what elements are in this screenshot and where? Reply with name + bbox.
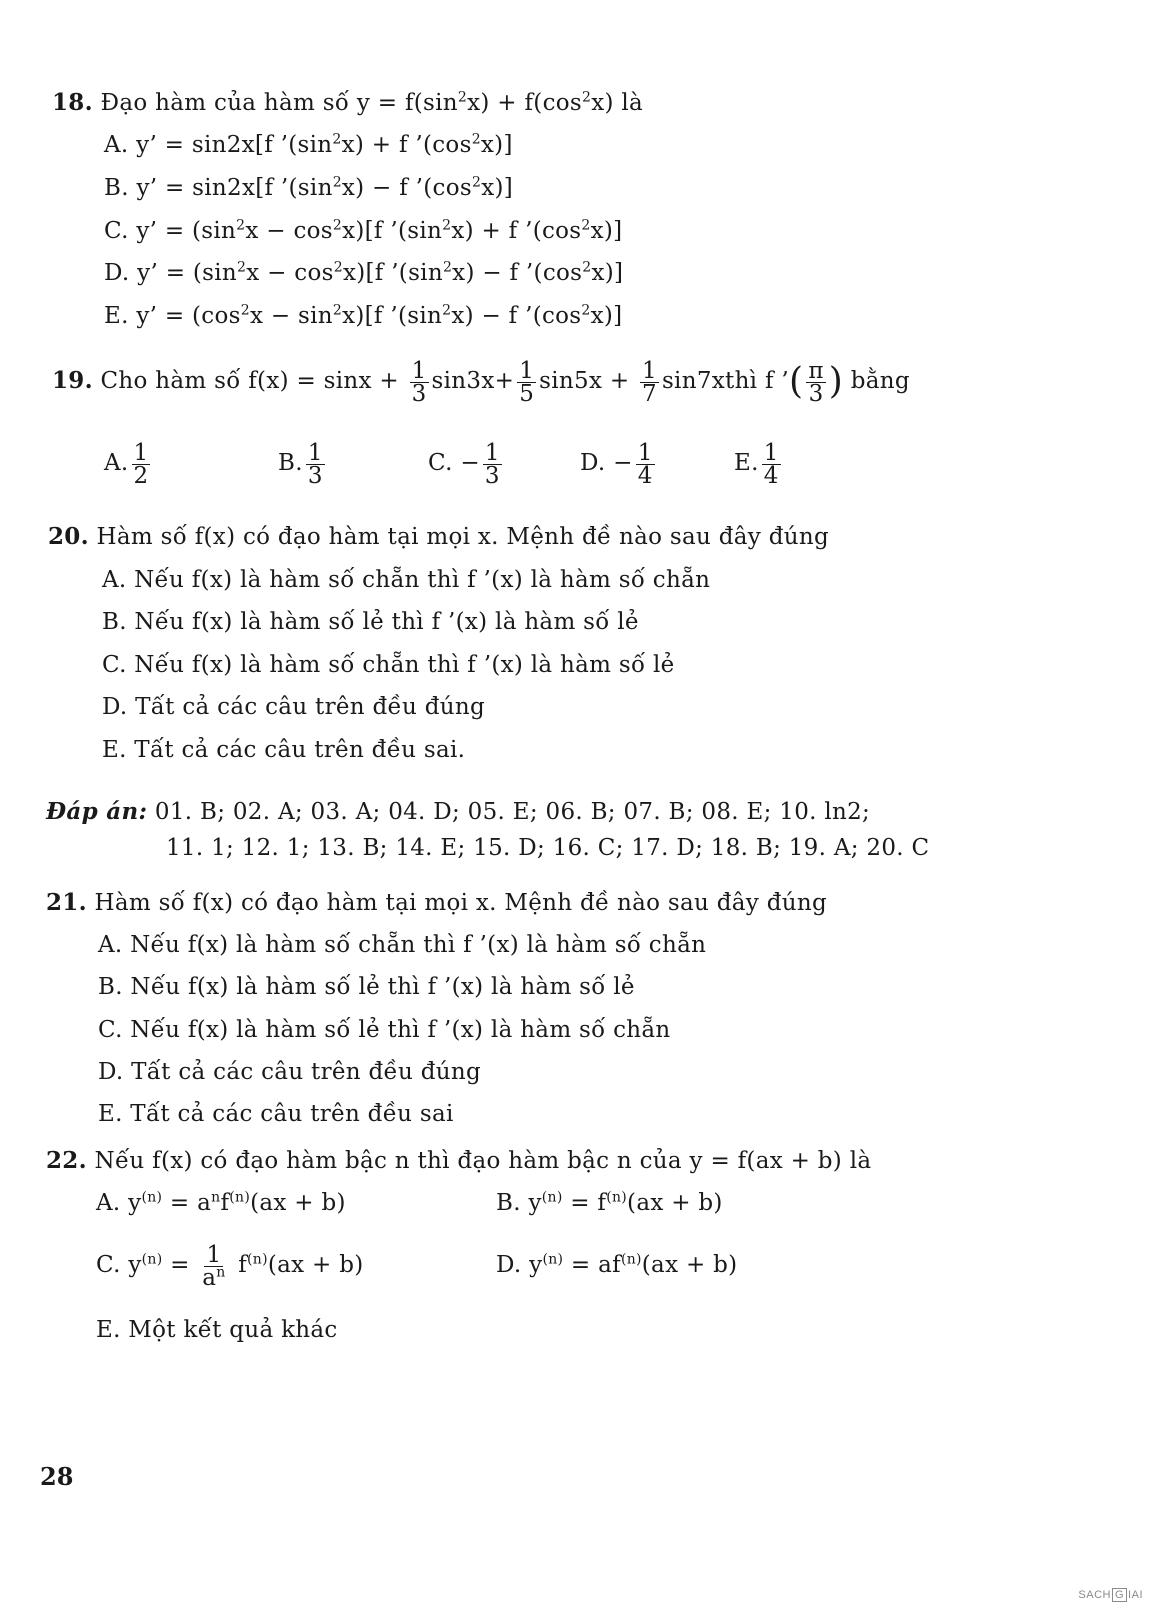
q20-option-c: C. Nếu f(x) là hàm số chẵn thì f ’(x) là hàm số lẻ bbox=[102, 652, 675, 678]
q21-option-e: E. Tất cả các câu trên đều sai bbox=[98, 1101, 454, 1127]
fraction: $\frac{1}{5}$ bbox=[519, 357, 535, 407]
q20-stem: 20. Hàm số f(x) có đạo hàm tại mọi x. Mệnh đề nào sau đây đúng bbox=[48, 523, 829, 550]
q22-option-c: C. $y^{(n)}$ = $\frac{1}{a^n}$ $f^{(n)}(ax + b)$ bbox=[96, 1241, 364, 1291]
q22-option-e: E. Một kết quả khác bbox=[96, 1317, 338, 1343]
site-logo: SACH G IAI bbox=[1078, 1589, 1143, 1601]
fraction: $\frac{1}{a^n}$ bbox=[202, 1241, 226, 1291]
q20-option-b: B. Nếu f(x) là hàm số lẻ thì f ’(x) là hàm số lẻ bbox=[102, 609, 639, 635]
q21-number: 21. bbox=[46, 889, 87, 916]
q22-stem: 22. Nếu f(x) có đạo hàm bậc n thì đạo hàm bậc n của y = f(ax + b) là bbox=[46, 1147, 872, 1174]
q19-option-b: B. $\frac{1}{3}$ bbox=[278, 439, 323, 489]
answer-key-line-2: 11. 1; 12. 1; 13. B; 14. E; 15. D; 16. C; 17. D; 18. B; 19. A; 20. C bbox=[166, 835, 930, 861]
q20-number: 20. bbox=[48, 523, 89, 550]
q20-option-a: A. Nếu f(x) là hàm số chẵn thì f ’(x) là hàm số chẵn bbox=[102, 567, 711, 593]
page-number: 28 bbox=[40, 1462, 74, 1491]
q19-option-c: C. − $\frac{1}{3}$ bbox=[428, 439, 500, 489]
q18-option-c: C. y’ = $(\sin^2x - \cos^2x)[f$ $’(\sin^2x) + f$ $’(\cos^2x)$] bbox=[104, 217, 623, 244]
q19-option-a: A. $\frac{1}{2}$ bbox=[104, 439, 149, 489]
q20-option-d: D. Tất cả các câu trên đều đúng bbox=[102, 694, 485, 720]
q20-option-e: E. Tất cả các câu trên đều sai. bbox=[102, 737, 466, 763]
q18-option-b: B. y’ = sin2x[f $’(\sin^2x) - f$ $’(\cos^2x)$] bbox=[104, 174, 514, 201]
q18-number: 18. bbox=[52, 89, 93, 116]
q19-stem: 19. Cho hàm số f(x) = sinx + $\frac{1}{3}$ sin3x+ $\frac{1}{5}$ sin5x + $\frac{1}{7}$ sin7xthì f ’( $\frac{\pi}{3}$ ) bằng bbox=[52, 357, 910, 407]
answer-key-label: Đáp án: bbox=[46, 798, 148, 825]
q21-option-d: D. Tất cả các câu trên đều đúng bbox=[98, 1059, 481, 1085]
q19-number: 19. bbox=[52, 367, 93, 394]
q21-option-c: C. Nếu f(x) là hàm số lẻ thì f ’(x) là hàm số chẵn bbox=[98, 1017, 671, 1043]
fraction: $\frac{1}{7}$ bbox=[642, 357, 657, 407]
q22-option-a: A. $y^{(n)} = a^nf^{(n)}(ax + b)$ bbox=[96, 1189, 346, 1216]
fraction: $\frac{1}{3}$ bbox=[411, 357, 427, 407]
q21-stem: 21. Hàm số f(x) có đạo hàm tại mọi x. Mệnh đề nào sau đây đúng bbox=[46, 889, 827, 916]
q18-stem: 18. Đạo hàm của hàm số $y = f(\sin^2x) + f(\cos^2x)$ là bbox=[52, 89, 644, 116]
q21-option-a: A. Nếu f(x) là hàm số chẵn thì f ’(x) là hàm số chẵn bbox=[98, 932, 707, 958]
q19-option-d: D. − $\frac{1}{4}$ bbox=[580, 439, 653, 489]
q21-option-b: B. Nếu f(x) là hàm số lẻ thì f ’(x) là hàm số lẻ bbox=[98, 974, 635, 1000]
q18-option-e: E. y’ = $(\cos^2x - \sin^2x)[f$ $’(\sin^2x) - f$ $’(\cos^2x)$] bbox=[104, 302, 623, 329]
answer-key-line-1: Đáp án: 01. B; 02. A; 03. A; 04. D; 05. E; 06. B; 07. B; 08. E; 10. ln2; bbox=[46, 798, 871, 825]
fraction: $\frac{\pi}{3}$ bbox=[808, 357, 824, 407]
q22-number: 22. bbox=[46, 1147, 87, 1174]
q22-option-d: D. $y^{(n)} = af^{(n)}(ax + b)$ bbox=[496, 1251, 738, 1278]
q18-option-a: A. y’ = sin2x[f $’(\sin^2x) + f$ $’(\cos^2x)$] bbox=[104, 131, 513, 158]
q19-option-e: E. $\frac{1}{4}$ bbox=[734, 439, 779, 489]
q22-option-b: B. $y^{(n)} = f^{(n)}(ax + b)$ bbox=[496, 1189, 723, 1216]
q18-option-d: D. y’ = $(\sin^2x - \cos^2x)[f$ $’(\sin^2x) - f$ $’(\cos^2x)$] bbox=[104, 259, 624, 286]
